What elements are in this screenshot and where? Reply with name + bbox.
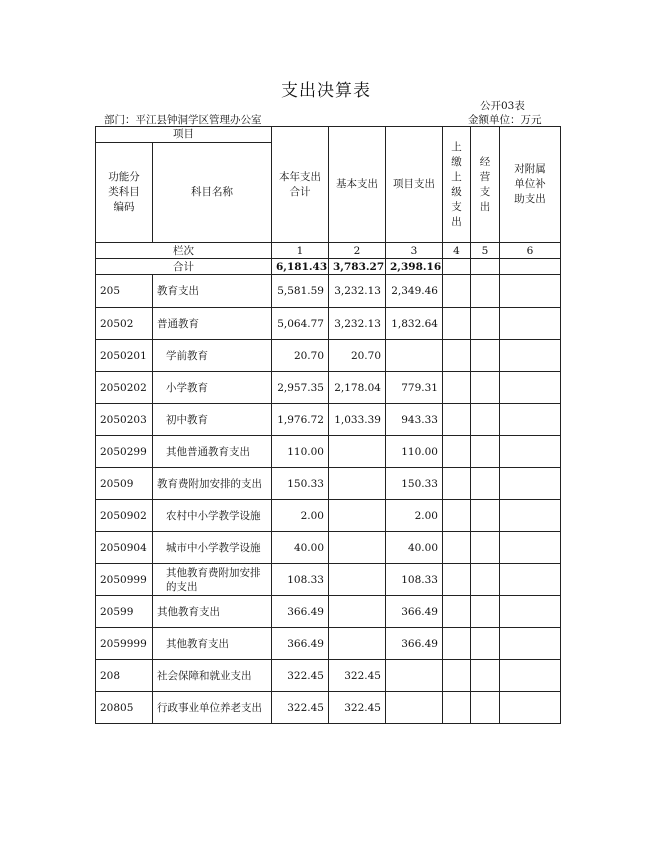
row-name: 行政事业单位养老支出 <box>153 692 272 724</box>
total-label: 合计 <box>96 259 272 275</box>
column-index: 6 <box>500 243 561 259</box>
row-empty-cell <box>471 340 500 372</box>
row-empty-cell <box>443 692 471 724</box>
column-index: 3 <box>386 243 443 259</box>
row-total: 108.33 <box>272 564 329 596</box>
row-item: 110.00 <box>386 436 443 468</box>
row-empty-cell <box>443 372 471 404</box>
table-row <box>96 500 561 532</box>
row-basic: 2,178.04 <box>329 372 386 404</box>
row-total: 2,957.35 <box>272 372 329 404</box>
table-row <box>96 532 561 564</box>
row-empty-cell <box>443 275 471 308</box>
row-item: 366.49 <box>386 628 443 660</box>
row-name: 其他普通教育支出 <box>153 436 272 468</box>
row-item: 1,832.64 <box>386 308 443 340</box>
header-name: 科目名称 <box>153 143 272 243</box>
row-code: 2050999 <box>96 564 153 596</box>
row-empty-cell <box>443 564 471 596</box>
row-empty-cell <box>471 404 500 436</box>
row-item: 943.33 <box>386 404 443 436</box>
row-name: 农村中小学教学设施 <box>153 500 272 532</box>
table-row <box>96 628 561 660</box>
row-code: 2050203 <box>96 404 153 436</box>
row-empty-cell <box>500 596 561 628</box>
header-project: 项目 <box>96 127 272 143</box>
row-name: 学前教育 <box>153 340 272 372</box>
total-amount: 6,181.43 <box>272 259 329 275</box>
total-item: 2,398.16 <box>386 259 443 275</box>
table-row <box>96 436 561 468</box>
table-row <box>96 275 561 308</box>
row-code: 20805 <box>96 692 153 724</box>
row-basic <box>329 468 386 500</box>
row-basic <box>329 628 386 660</box>
row-item <box>386 692 443 724</box>
row-empty-cell <box>443 436 471 468</box>
row-code: 2059999 <box>96 628 153 660</box>
row-name: 小学教育 <box>153 372 272 404</box>
header-basic: 基本支出 <box>329 127 386 243</box>
row-empty-cell <box>500 308 561 340</box>
row-empty-cell <box>443 500 471 532</box>
form-number: 公开03表 <box>480 100 525 112</box>
row-empty-cell <box>443 468 471 500</box>
row-code: 20502 <box>96 308 153 340</box>
row-empty-cell <box>500 468 561 500</box>
row-total: 110.00 <box>272 436 329 468</box>
row-code: 2050201 <box>96 340 153 372</box>
row-total: 366.49 <box>272 628 329 660</box>
row-empty-cell <box>500 660 561 692</box>
row-total: 2.00 <box>272 500 329 532</box>
row-basic: 20.70 <box>329 340 386 372</box>
row-name: 教育支出 <box>153 275 272 308</box>
row-empty-cell <box>500 500 561 532</box>
row-name: 其他教育支出 <box>153 628 272 660</box>
row-empty-cell <box>500 404 561 436</box>
row-empty-cell <box>500 692 561 724</box>
row-total: 5,064.77 <box>272 308 329 340</box>
header-total: 本年支出 合计 <box>272 127 329 243</box>
row-empty-cell <box>500 275 561 308</box>
row-empty-cell <box>471 532 500 564</box>
table-row <box>96 404 561 436</box>
row-code: 20509 <box>96 468 153 500</box>
row-basic: 322.45 <box>329 660 386 692</box>
row-total: 322.45 <box>272 692 329 724</box>
row-total: 366.49 <box>272 596 329 628</box>
row-empty-cell <box>443 660 471 692</box>
row-item: 150.33 <box>386 468 443 500</box>
row-basic <box>329 596 386 628</box>
row-code: 2050902 <box>96 500 153 532</box>
currency-unit-label: 金额单位：万元 <box>468 114 542 126</box>
row-empty-cell <box>443 404 471 436</box>
total-row <box>96 259 561 275</box>
table-row <box>96 660 561 692</box>
column-index-label: 栏次 <box>96 243 272 259</box>
row-empty-cell <box>471 308 500 340</box>
row-item: 779.31 <box>386 372 443 404</box>
row-name: 教育费附加安排的支出 <box>153 468 272 500</box>
row-name: 普通教育 <box>153 308 272 340</box>
row-total: 5,581.59 <box>272 275 329 308</box>
row-basic <box>329 532 386 564</box>
row-empty-cell <box>500 564 561 596</box>
row-name: 其他教育支出 <box>153 596 272 628</box>
header-upper: 上 缴 上 级 支 出 <box>443 127 471 243</box>
header-code: 功能分 类科目 编码 <box>96 143 153 243</box>
row-item <box>386 340 443 372</box>
row-empty-cell <box>471 660 500 692</box>
row-empty-cell <box>500 628 561 660</box>
table-row <box>96 692 561 724</box>
row-basic: 3,232.13 <box>329 275 386 308</box>
table-row <box>96 308 561 340</box>
row-basic <box>329 436 386 468</box>
row-code: 2050299 <box>96 436 153 468</box>
row-basic: 3,232.13 <box>329 308 386 340</box>
row-total: 20.70 <box>272 340 329 372</box>
column-index: 1 <box>272 243 329 259</box>
row-code: 208 <box>96 660 153 692</box>
row-total: 40.00 <box>272 532 329 564</box>
row-total: 322.45 <box>272 660 329 692</box>
row-item: 2.00 <box>386 500 443 532</box>
table-row <box>96 564 561 596</box>
row-item: 2,349.46 <box>386 275 443 308</box>
row-code: 2050202 <box>96 372 153 404</box>
row-empty-cell <box>443 340 471 372</box>
row-empty-cell <box>471 468 500 500</box>
table-row <box>96 468 561 500</box>
row-name: 其他教育费附加安排的支出 <box>153 564 272 596</box>
row-basic: 1,033.39 <box>329 404 386 436</box>
row-basic: 322.45 <box>329 692 386 724</box>
row-code: 20599 <box>96 596 153 628</box>
total-basic: 3,783.27 <box>329 259 386 275</box>
row-empty-cell <box>471 436 500 468</box>
row-name: 社会保障和就业支出 <box>153 660 272 692</box>
page-title: 支出决算表 <box>281 81 371 101</box>
row-name: 城市中小学教学设施 <box>153 532 272 564</box>
row-basic <box>329 500 386 532</box>
row-empty-cell <box>471 628 500 660</box>
header-subsidy: 对附属 单位补 助支出 <box>500 127 561 243</box>
column-index: 4 <box>443 243 471 259</box>
row-empty-cell <box>500 340 561 372</box>
row-empty-cell <box>471 692 500 724</box>
row-empty-cell <box>443 308 471 340</box>
row-empty-cell <box>443 532 471 564</box>
column-index: 5 <box>471 243 500 259</box>
row-empty-cell <box>471 564 500 596</box>
row-code: 205 <box>96 275 153 308</box>
row-empty-cell <box>443 596 471 628</box>
row-empty-cell <box>443 628 471 660</box>
row-name: 初中教育 <box>153 404 272 436</box>
row-item: 40.00 <box>386 532 443 564</box>
row-total: 150.33 <box>272 468 329 500</box>
row-item <box>386 660 443 692</box>
row-code: 2050904 <box>96 532 153 564</box>
expenditure-table <box>95 126 561 724</box>
row-empty-cell <box>471 275 500 308</box>
row-empty-cell <box>500 372 561 404</box>
row-empty-cell <box>500 532 561 564</box>
row-empty-cell <box>471 500 500 532</box>
table-row <box>96 340 561 372</box>
header-item: 项目支出 <box>386 127 443 243</box>
table-row <box>96 596 561 628</box>
row-item: 366.49 <box>386 596 443 628</box>
row-total: 1,976.72 <box>272 404 329 436</box>
department-label: 部门：平江县钟洞学区管理办公室 <box>104 114 262 126</box>
row-empty-cell <box>500 436 561 468</box>
table-row <box>96 372 561 404</box>
row-item: 108.33 <box>386 564 443 596</box>
row-basic <box>329 564 386 596</box>
header-business: 经 营 支 出 <box>471 127 500 243</box>
row-empty-cell <box>471 596 500 628</box>
row-empty-cell <box>471 372 500 404</box>
column-index: 2 <box>329 243 386 259</box>
